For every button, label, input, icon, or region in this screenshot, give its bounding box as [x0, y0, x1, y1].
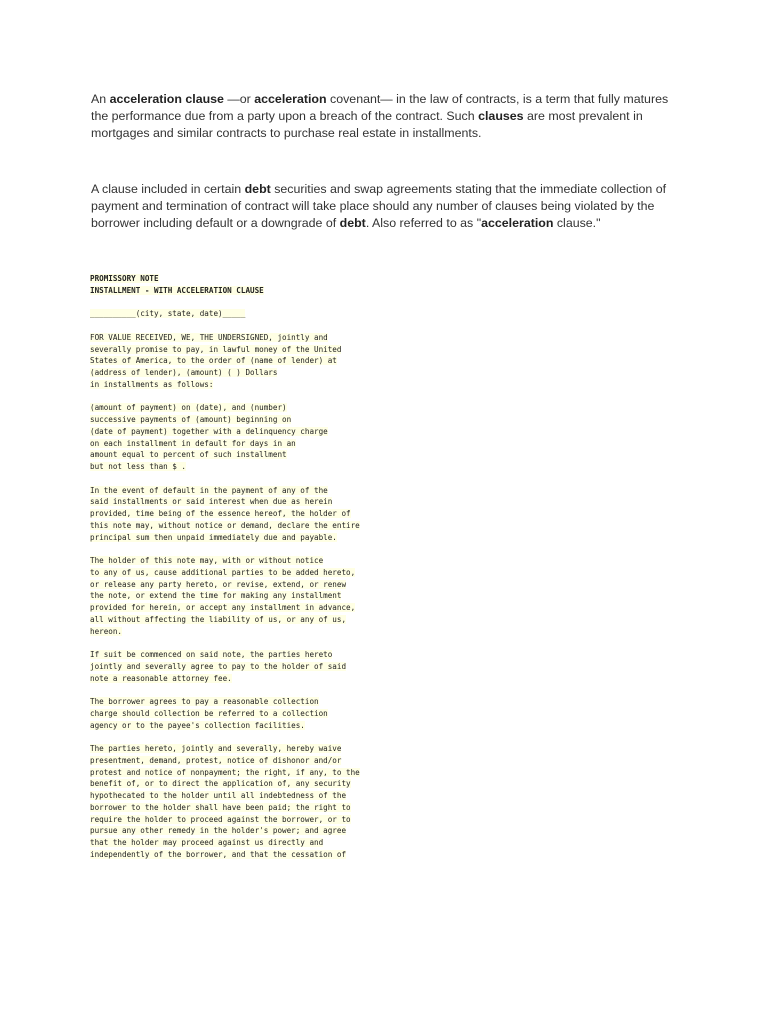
- text-run: —or: [223, 92, 255, 106]
- note-line: [90, 778, 420, 790]
- note-line: [90, 402, 420, 414]
- text-run: An: [91, 92, 110, 106]
- note-line-text: in installments as follows:: [90, 379, 214, 389]
- note-line-text: independently of the borrower, and that the cessation of: [90, 849, 347, 859]
- note-line: [90, 532, 420, 544]
- note-line-text: said installments or said interest when due as herein: [90, 497, 333, 507]
- text-run: securities and swap agreements stating that the immediate collection of payment and termination of contract will take place should any number of clauses being violated by the borrower including default or a downgrade of: [91, 182, 667, 230]
- note-line: [90, 755, 420, 767]
- promissory-note-text: [90, 273, 420, 861]
- note-place-date: [90, 308, 420, 320]
- note-line: [90, 790, 420, 802]
- text-run: clause.": [553, 216, 601, 230]
- note-line-text: agency or to the payee's collection facilities.: [90, 720, 305, 730]
- note-line-text: note a reasonable attorney fee.: [90, 673, 232, 683]
- note-line-text: or release any party hereto, or revise, extend, or renew: [90, 579, 347, 589]
- bold-term: clauses: [478, 109, 524, 123]
- note-section: [90, 332, 420, 391]
- note-line: [90, 367, 420, 379]
- note-spacer: [90, 473, 420, 485]
- note-line-text: that the holder may proceed against us directly and: [90, 838, 324, 847]
- note-line: [90, 661, 420, 673]
- note-line: [90, 414, 420, 426]
- note-line-text: jointly and severally agree to pay to the holder of said: [90, 661, 347, 671]
- note-line-text: FOR VALUE RECEIVED, WE, THE UNDERSIGNED, jointly and: [90, 332, 328, 342]
- text-run: are most prevalent in mortgages and similar contracts to purchase real estate in installments.: [91, 109, 643, 140]
- note-title-text: PROMISSORY NOTE: [90, 274, 159, 283]
- note-line: [90, 485, 420, 497]
- note-line-text: In the event of default in the payment of any of the: [90, 485, 328, 495]
- note-line-text: charge should collection be referred to a collection: [90, 708, 328, 718]
- note-line: [90, 344, 420, 356]
- note-line-text: presentment, demand, protest, notice of dishonor and/or: [90, 755, 342, 765]
- note-line: [90, 649, 420, 661]
- note-line: [90, 590, 420, 602]
- note-line-text: principal sum then unpaid immediately due and payable.: [90, 532, 337, 542]
- note-sections: [90, 332, 420, 861]
- note-line: [90, 379, 420, 391]
- note-line-text: provided, time being of the essence hereof, the holder of: [90, 509, 351, 518]
- note-line-text: amount equal to percent of such installment: [90, 450, 287, 460]
- text-run: covenant— in the law of contracts, is a term that fully matures the performance due from a party upon a breach of the contract. Such: [91, 92, 669, 123]
- note-line-text: benefit of, or to direct the application of, any security: [90, 779, 351, 789]
- note-line: [90, 579, 420, 591]
- note-section: [90, 743, 420, 861]
- note-line: [90, 438, 420, 450]
- note-spacer: [90, 543, 420, 555]
- note-section: [90, 555, 420, 637]
- note-line: [90, 825, 420, 837]
- note-line-text: The holder of this note may, with or without notice: [90, 556, 324, 565]
- note-spacer: [90, 297, 420, 309]
- note-line-text: severally promise to pay, in lawful money of the United: [90, 344, 342, 354]
- note-section: [90, 485, 420, 544]
- bold-term: debt: [339, 216, 366, 230]
- note-line: [90, 814, 420, 826]
- note-line-text: (amount of payment) on (date), and (number): [90, 403, 287, 413]
- note-line: [90, 496, 420, 508]
- note-line-text: on each installment in default for days in an: [90, 438, 296, 448]
- note-subtitle-text: INSTALLMENT - WITH ACCELERATION CLAUSE: [90, 285, 264, 295]
- text-run: . Also referred to as ": [365, 216, 482, 230]
- note-line-text: borrower to the holder shall have been paid; the right to: [90, 802, 351, 812]
- note-line: [90, 508, 420, 520]
- note-line: [90, 626, 420, 638]
- note-line: [90, 849, 420, 861]
- note-section: [90, 402, 420, 473]
- note-line-text: protest and notice of nonpayment; the right, if any, to the: [90, 767, 360, 777]
- note-line: [90, 767, 420, 779]
- note-title: [90, 273, 420, 285]
- intro-paragraph-1: [91, 91, 681, 142]
- bold-term: acceleration: [254, 92, 327, 106]
- note-line-text: The borrower agrees to pay a reasonable collection: [90, 697, 319, 706]
- note-line: [90, 720, 420, 732]
- note-line: [90, 614, 420, 626]
- note-line: [90, 743, 420, 755]
- note-spacer: [90, 391, 420, 403]
- note-line-text: this note may, without notice or demand, declare the entire: [90, 520, 360, 530]
- note-section: [90, 696, 420, 731]
- note-line-text: The parties hereto, jointly and severally, hereby waive: [90, 744, 342, 753]
- note-line-text: all without affecting the liability of us, or any of us,: [90, 614, 347, 624]
- note-line-text: the note, or extend the time for making any installment: [90, 591, 342, 601]
- note-line: [90, 602, 420, 614]
- note-line-text: hypothecated to the holder until all indebtedness of the: [90, 791, 347, 800]
- bold-term: acceleration clause: [109, 92, 224, 106]
- note-line-text: successive payments of (amount) beginning on: [90, 415, 292, 424]
- note-spacer: [90, 684, 420, 696]
- note-spacer: [90, 731, 420, 743]
- note-line: [90, 673, 420, 685]
- intro-paragraph-2: [91, 181, 681, 232]
- note-line-text: but not less than $ .: [90, 462, 187, 471]
- note-line: [90, 837, 420, 849]
- note-section: [90, 649, 420, 684]
- note-line: [90, 449, 420, 461]
- note-spacer: [90, 637, 420, 649]
- note-line: [90, 708, 420, 720]
- note-subtitle: [90, 285, 420, 297]
- note-line-text: (address of lender), (amount) ( ) Dollars: [90, 368, 278, 377]
- note-line: [90, 461, 420, 473]
- note-line-text: If suit be commenced on said note, the parties hereto: [90, 650, 333, 659]
- note-line: [90, 802, 420, 814]
- note-line: [90, 520, 420, 532]
- text-run: A clause included in certain: [91, 182, 245, 196]
- note-place-date-text: __________(city, state, date)_____: [90, 309, 246, 319]
- bold-term: acceleration: [481, 216, 554, 230]
- note-spacer: [90, 320, 420, 332]
- note-line: [90, 355, 420, 367]
- bold-term: debt: [244, 182, 271, 196]
- note-line-text: (date of payment) together with a delinquency charge: [90, 426, 328, 436]
- note-line: [90, 426, 420, 438]
- note-line: [90, 332, 420, 344]
- note-line: [90, 696, 420, 708]
- note-line-text: to any of us, cause additional parties to be added hereto,: [90, 567, 356, 577]
- note-line: [90, 567, 420, 579]
- note-line: [90, 555, 420, 567]
- note-line-text: pursue any other remedy in the holder's power; and agree: [90, 826, 347, 836]
- note-line-text: require the holder to proceed against the borrower, or to: [90, 814, 351, 824]
- note-line-text: hereon.: [90, 626, 123, 636]
- note-line-text: provided for herein, or accept any installment in advance,: [90, 603, 356, 612]
- note-line-text: States of America, to the order of (name of lender) at: [90, 356, 337, 366]
